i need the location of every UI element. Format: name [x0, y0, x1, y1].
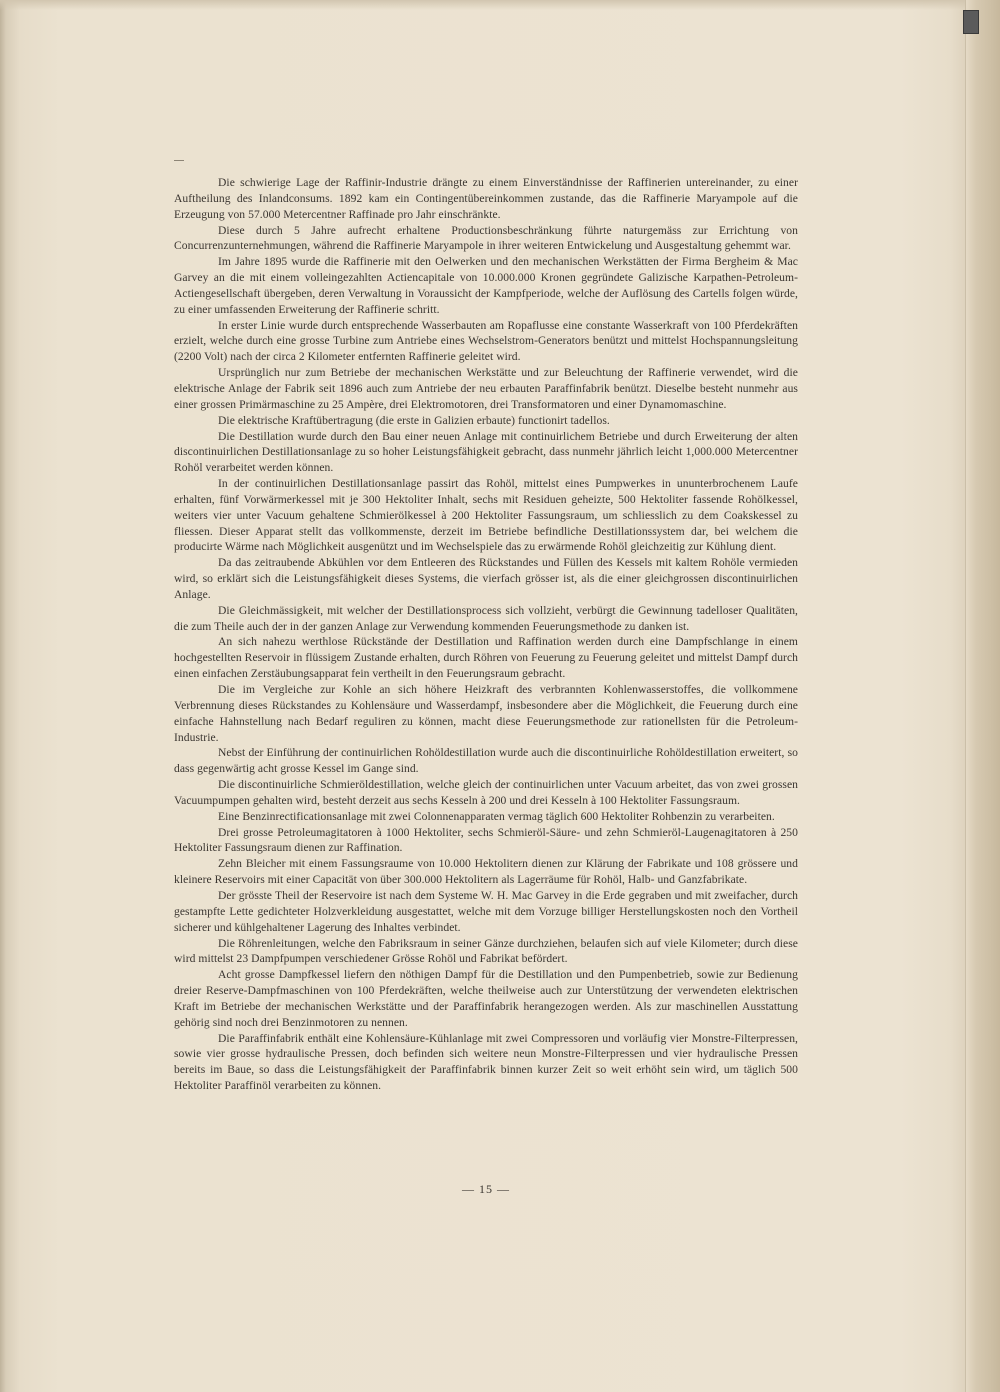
paragraph: Die schwierige Lage der Raffinir-Industrie drängte zu einem Einverständnisse der Raffinerien untereinander, zu einer Auftheilung des Inlandconsums. 1892 kam ein Contingentübereinkommen zustande, das die Raffinerie Maryampole auf die Erzeugung von 57.000 Metercentner Raffinade pro Jahr einschränkte. [174, 176, 798, 221]
paragraph: Eine Benzinrectificationsanlage mit zwei Colonnenapparaten vermag täglich 600 Hektoliter Rohbenzin zu verarbeiten. [218, 809, 775, 823]
color-tab-marker [963, 10, 979, 34]
paragraph: Die discontinuirliche Schmieröldestillation, welche gleich der continuirlichen unter Vacuum arbeitet, das von zwei grossen Vacuumpumpen gehalten wird, besteht derzeit aus sechs Kesseln à 200 und drei Kesseln à 100 Hektoliter Fassungsraum. [174, 778, 798, 807]
paragraph: Die Paraffinfabrik enthält eine Kohlensäure-Kühlanlage mit zwei Compressoren und vorläufig vier Monstre-Filterpressen, sowie vier grosse hydraulische Pressen, doch befinden sich weitere neun Monstre-Filterpressen und vier hydraulische Pressen bereits im Baue, so dass die Leistungsfähigkeit der Paraffinfabrik binnen kurzer Zeit so weit erhöht sein wird, um täglich 500 Hektoliter Paraffinöl verarbeiten zu können. [174, 1031, 798, 1093]
paragraph: Drei grosse Petroleumagitatoren à 1000 Hektoliter, sechs Schmieröl-Säure- und zehn Schmieröl-Laugenagitatoren à 250 Hektoliter Fassungsraum dienen zur Raffination. [174, 825, 798, 855]
paragraph: Im Jahre 1895 wurde die Raffinerie mit den Oelwerken und den mechanischen Werkstätten der Firma Bergheim & Mac Garvey an die mit einem volleingezahlten Actiencapitale von 10.000.000 Kronen gegründete Galizische Karpathen-Petroleum-Actiengesellschaft übergeben, deren Verwaltung in Voraussicht der Kampfperiode, welche der Auflösung des Cartells folgen würde, zu einer umfassenden Erweiterung der Raffinerie schritt. [174, 255, 798, 316]
paragraph: Die Röhrenleitungen, welche den Fabriksraum in seiner Gänze durchziehen, belaufen sich auf viele Kilometer; durch diese wird mittelst 23 Dampfpumpen verschiedener Grösse Rohöl und Fabrikat befördert. [174, 936, 798, 966]
paragraph: Die elektrische Kraftübertragung (die erste in Galizien erbaute) functionirt tadellos. [218, 413, 610, 427]
paragraph: Ursprünglich nur zum Betriebe der mechanischen Werkstätte und zur Beleuchtung der Raffinerie verwendet, wird die elektrische Anlage der Fabrik seit 1896 auch zum Antriebe der neu erbauten Paraffinfabrik benützt. Dieselbe besteht nunmehr aus einer grossen Primärmaschine zu 25 Ampère, drei Elektromotoren, drei Transformatoren und einer Dynamomaschine. [174, 366, 798, 411]
paragraph: Zehn Bleicher mit einem Fassungsraume von 10.000 Hektolitern dienen zur Klärung der Fabrikate und 108 grössere und kleinere Reservoirs mit einer Capacität von über 300.000 Hektolitern als Lagerräume für Rohöl, Halb- und Ganzfabrikate. [174, 857, 798, 887]
paragraph: Der grösste Theil der Reservoire ist nach dem Systeme W. H. Mac Garvey in die Erde gegraben und mit zweifacher, durch gestampfte Lette gedichteter Holzverkleidung ausgestattet, welche mit dem Vorzuge billiger Herstellungskosten noch den Vortheil sicherer und kühlgehaltener Lagerung des Inhaltes verbindet. [174, 888, 798, 934]
paragraph: In erster Linie wurde durch entsprechende Wasserbauten am Ropaflusse eine constante Wasserkraft von 100 Pferdekräften erzielt, welche durch eine grosse Turbine zum Antriebe eines Wechselstrom-Generators benützt und mittelst Hochspannungsleitung (2200 Volt) nach der circa 2 Kilometer entfernten Raffinerie geleitet wird. [174, 318, 798, 364]
paragraph: An sich nahezu werthlose Rückstände der Destillation und Raffination werden durch eine Dampfschlange in einem hochgestellten Reservoir in flüssigem Zustande erhalten, durch Röhren von Feuerung zu Feuerung geleitet und mittelst Dampf durch einen einfachen Zerstäubungsapparat fein vertheilt in den Feuerungsraum gebracht. [174, 635, 798, 681]
paragraph: Nebst der Einführung der continuirlichen Rohöldestillation wurde auch die discontinuirliche Rohöldestillation erweitert, so dass gegenwärtig acht grosse Kessel im Gange sind. [174, 746, 798, 776]
paragraph: Die Destillation wurde durch den Bau einer neuen Anlage mit continuirlichem Betriebe und durch Erweiterung der alten discontinuirlichen Destillationsanlage zu so hoher Leistungsfähigkeit gebracht, dass nunmehr jährlich leicht 1,000.000 Metercentner Rohöl verarbeitet werden können. [174, 429, 798, 475]
page-number: — 15 — [462, 1182, 510, 1196]
top-shadow [0, 0, 1000, 10]
body-text [174, 175, 798, 1094]
paragraph: Acht grosse Dampfkessel liefern den nöthigen Dampf für die Destillation und den Pumpenbetrieb, sowie zur Bedienung dreier Reserve-Dampfmaschinen von 100 Pferdekräften, welche theilweise auch zur Unterstützung der verwendeten elektrischen Kraft im Betriebe der mechanischen Werkstätte und der Paraffinfabrik herangezogen werden. Als zur maschinellen Ausstattung gehörig sind noch drei Benzinmotoren zu nennen. [174, 968, 798, 1029]
paragraph: Die Gleichmässigkeit, mit welcher der Destillationsprocess sich vollzieht, verbürgt die Gewinnung tadelloser Qualitäten, die zum Theile auch der in der ganzen Anlage zur Verwendung kommenden Feuerungsmethode zu danken ist. [174, 603, 798, 633]
margin-mark [174, 160, 184, 161]
paragraph: Da das zeitraubende Abkühlen vor dem Entleeren des Rückstandes und Füllen des Kessels mit kaltem Rohöle vermieden wird, so erklärt sich die Leistungsfähigkeit dieses Systems, die vierfach grösser ist, als die einer gleichgrossen discontinuirlichen Anlage. [174, 556, 798, 601]
paragraph: Diese durch 5 Jahre aufrecht erhaltene Productionsbeschränkung führte naturgemäss zur Errichtung von Concurrenzunternehmungen, während die Raffinerie Maryampole in ihrer weiteren Entwickelung und Ausgestaltung gehemmt war. [174, 223, 798, 253]
paragraph: Die im Vergleiche zur Kohle an sich höhere Heizkraft des verbrannten Kohlenwasserstoffes, die vollkommene Verbrennung dieses Rückstandes zu Kohlensäure und Wasserdampf, insbesondere aber die Möglichkeit, die Feuerung durch eine einfache Hahnstellung nach Bedarf reguliren zu können, macht diese Feuerungsmethode zur rationellsten für die Petroleum-Industrie. [174, 683, 798, 744]
paragraph: In der continuirlichen Destillationsanlage passirt das Rohöl, mittelst eines Pumpwerkes in ununterbrochenem Laufe erhalten, fünf Vorwärmerkessel mit je 300 Hektoliter Inhalt, sechs mit Residuen geheizte, 500 Hektoliter fassende Rohölkessel, weiters vier unter Vacuum gehaltene Schmierölkessel à 200 Hektoliter Fassungsraum, um schliesslich zu dem Coakskessel zu fliessen. Dieser Apparat stellt das vollkommenste, derzeit im Betriebe befindliche Destillationssystem dar, bei welchem die producirte Wärme nach Möglichkeit ausgenützt und im Wechselspiele das zu erwärmende Rohöl gleichzeitig zur Kühlung dient. [174, 477, 798, 554]
